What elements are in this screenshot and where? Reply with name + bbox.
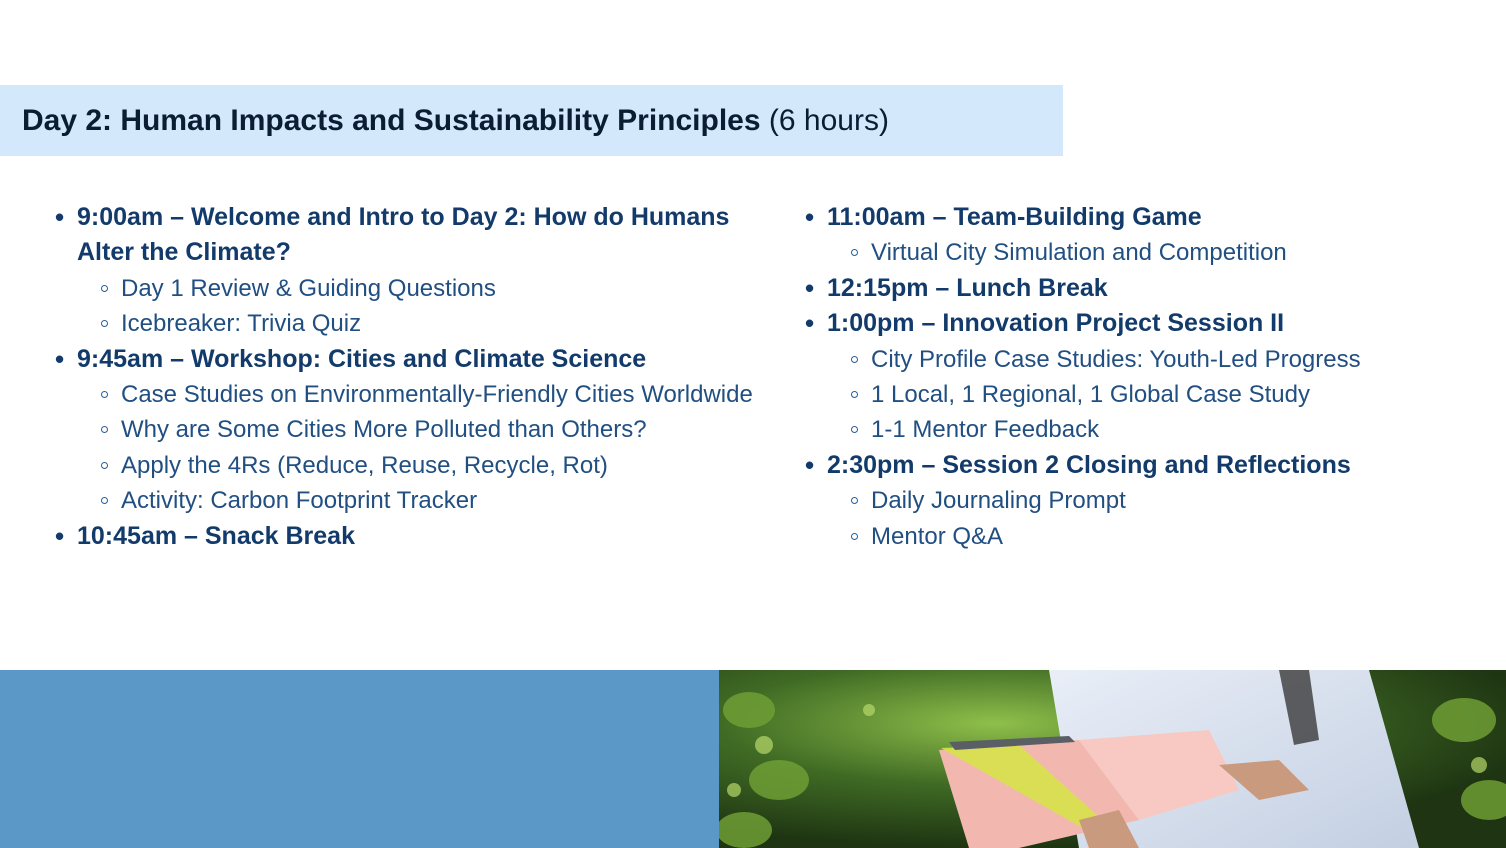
- sub-item: [827, 519, 1495, 554]
- schedule-left-column: [55, 200, 765, 554]
- sub-item: [77, 271, 765, 306]
- sub-item: [77, 306, 765, 341]
- circle-bullet-icon: [101, 426, 108, 433]
- circle-bullet-icon: [851, 426, 858, 433]
- bullet-icon: •: [55, 520, 65, 551]
- sub-item-text: Day 1 Review & Guiding Questions: [121, 274, 496, 302]
- sub-item-text: Apply the 4Rs (Reduce, Reuse, Recycle, Rot): [121, 451, 608, 479]
- circle-bullet-icon: [851, 497, 858, 504]
- circle-bullet-icon: [101, 391, 108, 398]
- bullet-icon: •: [55, 343, 65, 374]
- sub-item: [77, 377, 765, 412]
- circle-bullet-icon: [851, 356, 858, 363]
- circle-bullet-icon: [101, 320, 108, 327]
- title-duration: (6 hours): [768, 104, 889, 137]
- sub-item: [827, 235, 1495, 270]
- schedule-item-heading: 2:30pm – Session 2 Closing and Reflections: [827, 450, 1351, 479]
- sub-item: [827, 377, 1495, 412]
- circle-bullet-icon: [851, 391, 858, 398]
- bullet-icon: •: [805, 202, 815, 232]
- sub-item: [827, 342, 1495, 377]
- title-band: [0, 85, 1063, 156]
- page-title: [22, 85, 889, 156]
- sub-item-text: 1 Local, 1 Regional, 1 Global Case Study: [871, 381, 1310, 409]
- schedule-item: [805, 200, 1495, 271]
- sub-item-text: Icebreaker: Trivia Quiz: [121, 310, 362, 338]
- schedule-item: [55, 519, 765, 554]
- sub-item: [77, 483, 765, 518]
- schedule-item: [805, 448, 1495, 554]
- bullet-icon: •: [805, 449, 815, 480]
- schedule-item: [805, 306, 1495, 448]
- schedule-item-heading: 9:45am – Workshop: Cities and Climate Science: [77, 344, 647, 373]
- sub-item-text: Case Studies on Environmentally-Friendly Cities Worldwide: [121, 381, 753, 409]
- circle-bullet-icon: [101, 285, 108, 292]
- schedule-right-column: [805, 200, 1495, 554]
- bullet-icon: •: [805, 308, 815, 339]
- sub-item: [827, 483, 1495, 518]
- bullet-icon: •: [805, 272, 815, 303]
- decorative-blue-block: [0, 670, 719, 848]
- circle-bullet-icon: [101, 497, 108, 504]
- schedule-item: [55, 342, 765, 519]
- sub-item: [77, 448, 765, 483]
- sub-item-text: City Profile Case Studies: Youth-Led Progress: [871, 345, 1361, 373]
- sub-item-text: Virtual City Simulation and Competition: [871, 239, 1287, 267]
- title-main: Day 2: Human Impacts and Sustainability Principles: [22, 104, 761, 137]
- circle-bullet-icon: [101, 462, 108, 469]
- bullet-icon: •: [55, 202, 65, 232]
- schedule-item-heading: 1:00pm – Innovation Project Session II: [827, 309, 1285, 338]
- sub-item-text: Mentor Q&A: [871, 522, 1004, 550]
- sub-item: [827, 412, 1495, 447]
- schedule-item: [805, 271, 1495, 306]
- schedule-item-heading: 11:00am – Team-Building Game: [827, 203, 1202, 231]
- schedule-item-heading: 9:00am – Welcome and Intro to Day 2: How do Humans Alter the Climate?: [77, 203, 730, 267]
- sub-item-text: Daily Journaling Prompt: [871, 487, 1126, 515]
- student-reading-photo: [719, 670, 1506, 848]
- schedule-item-heading: 12:15pm – Lunch Break: [827, 273, 1108, 302]
- sub-item-text: 1-1 Mentor Feedback: [871, 416, 1100, 444]
- sub-item-text: Activity: Carbon Footprint Tracker: [121, 487, 478, 515]
- circle-bullet-icon: [851, 249, 858, 256]
- schedule-item-heading: 10:45am – Snack Break: [77, 521, 355, 550]
- sub-item-text: Why are Some Cities More Polluted than Others?: [121, 416, 647, 444]
- schedule-item: [55, 200, 765, 342]
- sub-item: [77, 412, 765, 447]
- circle-bullet-icon: [851, 533, 858, 540]
